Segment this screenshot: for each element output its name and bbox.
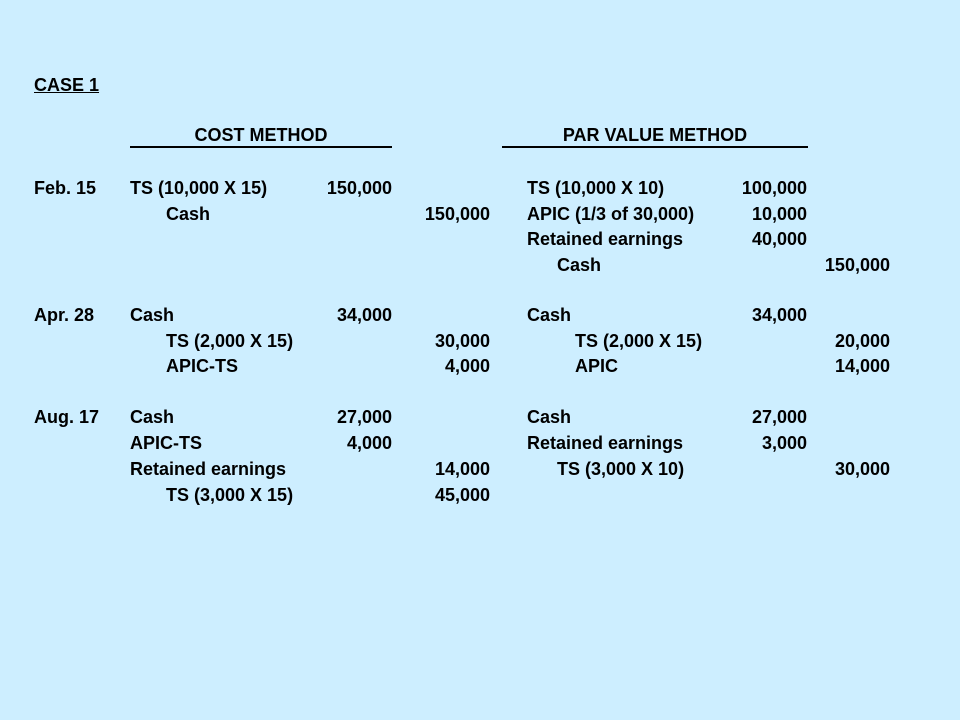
cost-credit: 30,000 (434, 331, 490, 351)
cost-credit: 45,000 (434, 485, 490, 505)
par-account: Retained earnings (527, 229, 684, 249)
case-title: CASE 1 (34, 75, 100, 95)
par-value-method-header: PAR VALUE METHOD (502, 124, 808, 148)
date-apr-28: Apr. 28 (34, 305, 95, 325)
cost-account: Retained earnings (130, 459, 287, 479)
cost-account: TS (10,000 X 15) (130, 178, 268, 198)
cost-account: Cash (130, 305, 175, 325)
cost-account: APIC-TS (166, 356, 238, 376)
cost-credit: 4,000 (444, 356, 490, 376)
par-debit: 34,000 (751, 305, 807, 325)
par-account: Retained earnings (527, 433, 684, 453)
par-account: Cash (527, 305, 572, 325)
cost-debit: 27,000 (336, 407, 392, 427)
cost-debit: 4,000 (346, 433, 392, 453)
par-debit: 27,000 (751, 407, 807, 427)
par-credit: 150,000 (824, 255, 890, 275)
cost-debit: 150,000 (326, 178, 392, 198)
cost-account: TS (3,000 X 15) (166, 485, 294, 505)
par-account: APIC (575, 356, 619, 376)
cost-debit: 34,000 (336, 305, 392, 325)
par-account: TS (10,000 X 10) (527, 178, 665, 198)
par-debit: 3,000 (761, 433, 807, 453)
cost-account: APIC-TS (130, 433, 202, 453)
par-account: TS (2,000 X 15) (575, 331, 703, 351)
par-account: APIC (1/3 of 30,000) (527, 204, 695, 224)
cost-account: Cash (166, 204, 211, 224)
par-credit: 14,000 (834, 356, 890, 376)
cost-account: TS (2,000 X 15) (166, 331, 294, 351)
cost-method-header: COST METHOD (130, 124, 392, 148)
cost-credit: 150,000 (424, 204, 490, 224)
par-account: Cash (527, 407, 572, 427)
par-debit: 100,000 (741, 178, 807, 198)
par-credit: 20,000 (834, 331, 890, 351)
par-credit: 30,000 (834, 459, 890, 479)
cost-credit: 14,000 (434, 459, 490, 479)
par-account: TS (3,000 X 10) (557, 459, 685, 479)
date-feb-15: Feb. 15 (34, 178, 97, 198)
date-aug-17: Aug. 17 (34, 407, 100, 427)
par-debit: 10,000 (751, 204, 807, 224)
cost-account: Cash (130, 407, 175, 427)
par-account: Cash (557, 255, 602, 275)
par-debit: 40,000 (751, 229, 807, 249)
